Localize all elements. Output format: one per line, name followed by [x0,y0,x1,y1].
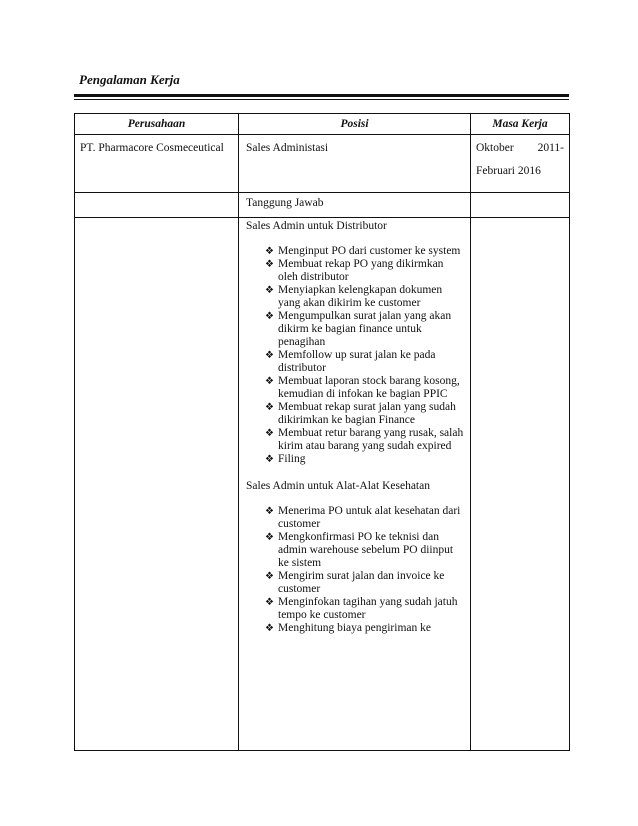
diamond-bullet-icon: ❖ [265,259,274,270]
task-text: Membuat laporan stock barang kosong, kemudian di infokan ke bagian PPIC [278,375,460,400]
task-text: Membuat retur barang yang rusak, salah kirim atau barang yang sudah expired [278,427,464,452]
duties-cell [239,218,471,751]
header-posisi: Posisi [239,114,471,135]
empty-cell [471,193,570,218]
task-text: Menyiapkan kelengkapan dokumen yang akan dikirim ke customer [278,284,443,309]
table-row-responsibilities-label [75,193,570,218]
period-start-month: Oktober [476,142,514,154]
diamond-bullet-icon: ❖ [265,428,274,439]
list-item [246,531,470,570]
header-masa-kerja: Masa Kerja [471,114,570,135]
period-cell [471,135,570,193]
list-item [246,310,470,349]
task-text: Menerima PO untuk alat kesehatan dari customer [278,505,461,530]
task-text: Filing [278,453,306,465]
diamond-bullet-icon: ❖ [265,311,274,322]
task-list-alat-kesehatan [246,505,470,635]
empty-cell [471,218,570,751]
list-item [246,375,470,401]
heading-rule-thick [74,94,569,97]
position-cell: Sales Administasi [239,135,471,193]
section-title-alat-kesehatan: Sales Admin untuk Alat-Alat Kesehatan [246,480,430,492]
company-cell: PT. Pharmacore Cosmeceutical [75,135,239,193]
table-header-row [75,114,570,135]
diamond-bullet-icon: ❖ [265,623,274,634]
diamond-bullet-icon: ❖ [265,571,274,582]
diamond-bullet-icon: ❖ [265,285,274,296]
task-text: Memfollow up surat jalan ke pada distributor [278,349,436,374]
page-heading: Pengalaman Kerja [79,72,180,87]
list-item [246,258,470,284]
list-item [246,349,470,375]
list-item [246,427,470,453]
diamond-bullet-icon: ❖ [265,532,274,543]
section-title-distributor: Sales Admin untuk Distributor [246,220,387,232]
experience-table [74,113,570,751]
table-row-job [75,135,570,193]
diamond-bullet-icon: ❖ [265,376,274,387]
period-start-year: 2011- [537,142,564,154]
duties-content [239,218,470,635]
list-item [246,245,470,258]
header-perusahaan: Perusahaan [75,114,239,135]
list-item [246,401,470,427]
table-row-duties [75,218,570,751]
diamond-bullet-icon: ❖ [265,402,274,413]
task-text: Mengirim surat jalan dan invoice ke customer [278,570,445,595]
task-text: Mengumpulkan surat jalan yang akan dikirm ke bagian finance untuk penagihan [278,310,452,348]
task-text: Menghitung biaya pengiriman ke [278,622,431,634]
diamond-bullet-icon: ❖ [265,454,274,465]
task-list-distributor [246,245,470,466]
period-start-line [476,142,564,155]
list-item [246,453,470,466]
list-item [246,570,470,596]
diamond-bullet-icon: ❖ [265,506,274,517]
diamond-bullet-icon: ❖ [265,350,274,361]
task-text: Membuat rekap PO yang dikirmkan oleh distributor [278,258,444,283]
period-end: Februari 2016 [476,165,541,177]
task-text: Menginput PO dari customer ke system [278,245,461,257]
task-text: Membuat rekap surat jalan yang sudah dikirimkan ke bagian Finance [278,401,456,426]
task-text: Menginfokan tagihan yang sudah jatuh tempo ke customer [278,596,458,621]
diamond-bullet-icon: ❖ [265,246,274,257]
list-item [246,505,470,531]
list-item [246,596,470,622]
list-item [246,284,470,310]
responsibilities-label: Tanggung Jawab [239,193,471,218]
empty-cell [75,193,239,218]
empty-cell [75,218,239,751]
diamond-bullet-icon: ❖ [265,597,274,608]
task-text: Mengkonfirmasi PO ke teknisi dan admin warehouse sebelum PO diinput ke sistem [278,531,454,569]
heading-rule-thin [74,99,569,100]
list-item [246,622,470,635]
